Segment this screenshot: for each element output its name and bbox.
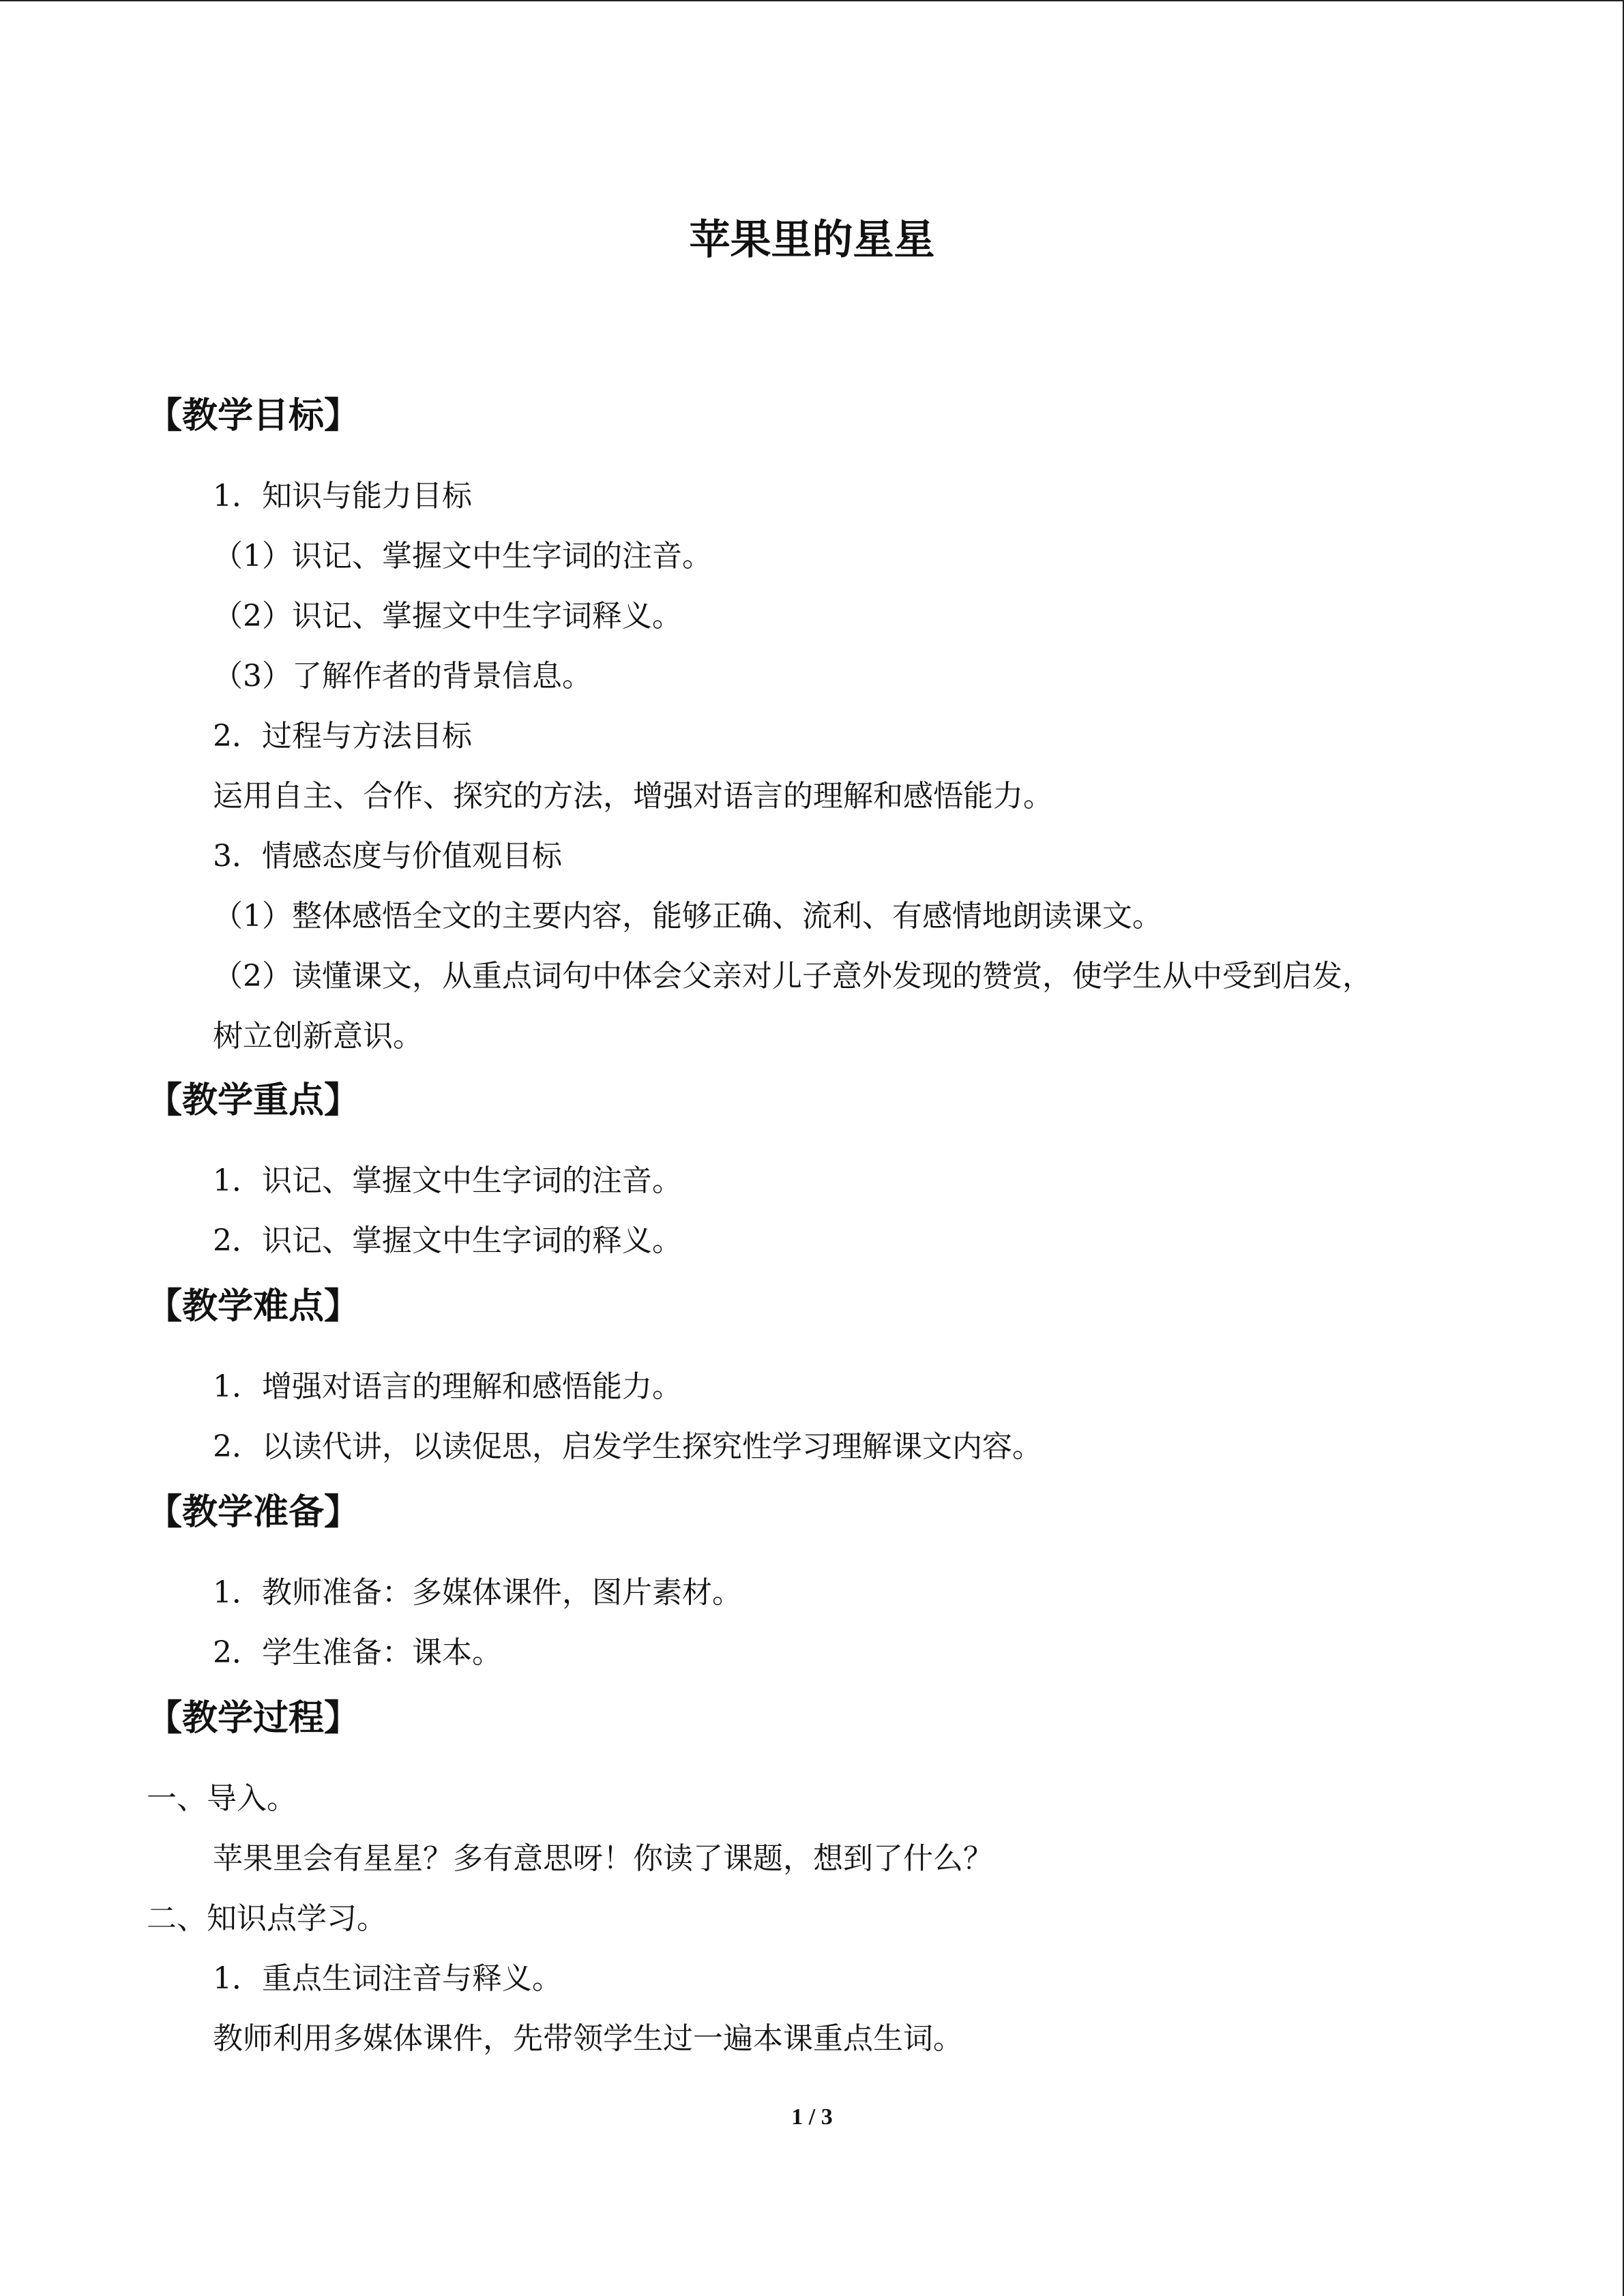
difficulty-line: 1．增强对语言的理解和感悟能力。 (213, 1369, 682, 1404)
objective-line: 3．情感态度与价值观目标 (213, 839, 562, 874)
key-point-line: 1．识记、掌握文中生字词的注音。 (213, 1163, 682, 1198)
section-heading-difficulties: 【教学难点】 (147, 1286, 360, 1327)
preparation-line: 1．教师准备：多媒体课件，图片素材。 (213, 1575, 742, 1610)
objective-line: 运用自主、合作、探究的方法，增强对语言的理解和感悟能力。 (213, 779, 1053, 814)
section-heading-process: 【教学过程】 (147, 1698, 360, 1739)
process-line: 苹果里会有星星？多有意思呀！你读了课题，想到了什么？ (213, 1841, 993, 1876)
objective-line: （2）识记、掌握文中生字词释义。 (213, 599, 682, 633)
objective-line: （1）整体感悟全文的主要内容，能够正确、流利、有感情地朗读课文。 (213, 899, 1162, 934)
process-line: 二、知识点学习。 (147, 1901, 387, 1936)
objective-line: （2）读懂课文，从重点词句中体会父亲对儿子意外发现的赞赏，使学生从中受到启发， (213, 959, 1372, 994)
key-point-line: 2．识记、掌握文中生字词的释义。 (213, 1223, 682, 1258)
objective-line: 1．知识与能力目标 (213, 479, 472, 513)
objective-line: 树立创新意识。 (213, 1019, 423, 1054)
process-line: 1．重点生词注音与释义。 (213, 1961, 562, 1996)
difficulty-line: 2．以读代讲，以读促思，启发学生探究性学习理解课文内容。 (213, 1429, 1042, 1464)
section-heading-objectives: 【教学目标】 (147, 396, 360, 436)
preparation-line: 2．学生准备：课本。 (213, 1635, 502, 1670)
process-line: 一、导入。 (147, 1781, 297, 1816)
page-title: 苹果里的星星 (689, 216, 935, 264)
section-heading-key-points: 【教学重点】 (147, 1080, 360, 1121)
page-number: 1 / 3 (791, 2104, 833, 2130)
section-heading-preparation: 【教学准备】 (147, 1492, 360, 1533)
objective-line: 2．过程与方法目标 (213, 719, 472, 754)
process-line: 教师利用多媒体课件，先带领学生过一遍本课重点生词。 (213, 2021, 963, 2056)
objective-line: （1）识记、掌握文中生字词的注音。 (213, 539, 712, 573)
objective-line: （3）了解作者的背景信息。 (213, 659, 592, 694)
